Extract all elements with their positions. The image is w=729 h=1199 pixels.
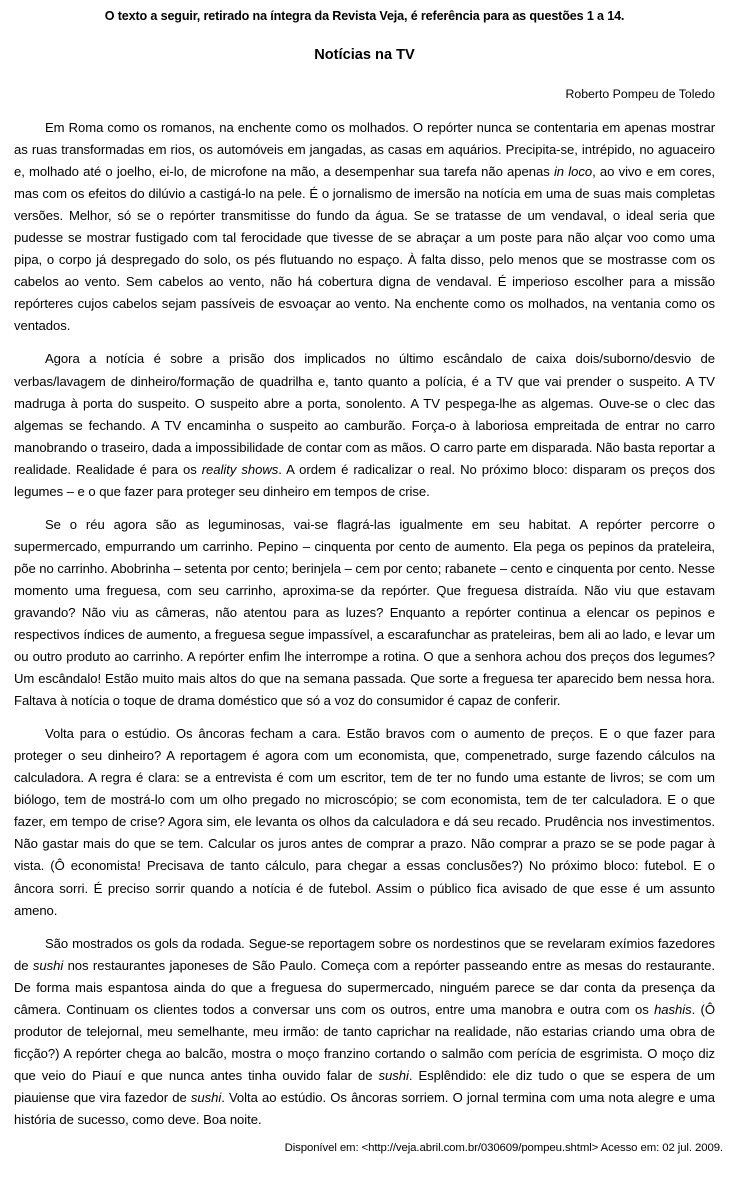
paragraph-p1 [14,117,715,337]
italic-term: sushi [32,957,64,973]
italic-term: hashis [654,1001,692,1017]
italic-term: reality shows [201,461,279,477]
paragraph-p2 [14,348,715,502]
italic-term: sushi [190,1089,222,1105]
italic-term: in loco [553,164,593,180]
source-citation: Disponível em: <http://veja.abril.com.br/030609/pompeu.shtml> Acesso em: 02 jul. 2009. [284,1142,723,1155]
instruction-line: O texto a seguir, retirado na íntegra da Revista Veja, é referência para as questões 1 a 14. [104,9,625,23]
text-run: Agora a notícia é sobre a prisão dos implicados no último escândalo de caixa dois/suborno/desvio de verbas/lavagem de dinheiro/formação de quadrilha e, tanto quanto a polícia, é a TV que vai prender o suspeito. A TV madruga à porta do suspeito. O suspeito abre a porta, sonolento. A TV pespega-lhe as algemas. Ouve-se o clec das algemas se fechando. A TV encaminha o suspeito ao camburão. Força-o à laboriosa empreitada de entrar no carro manobrando o traseiro, dada a impossibilidade de contar com as mãos. O carro parte em disparada. Não basta reportar a realidade. Realidade é para os [14,351,715,477]
text-run: , ao vivo e em cores, mas com os efeitos do dilúvio a castigá-lo na pele. É o jornalismo de imersão na notícia em uma de suas mais completas versões. Melhor, só se o repórter transmitisse do fundo da água. Se se tratasse de um vendaval, o ideal seria que pudesse se mostrar fustigado com tal ferocidade que tivesse de se abraçar a um poste para não alçar voo como uma pipa, o corpo já despregado do solo, os pés flutuando no espaço. À falta disso, pelo menos que se mostrasse com os cabelos ao vento. Sem cabelos ao vento, não há cobertura digna de vendaval. É imperioso escolher para a missão repórteres cujos cabelos sejam passíveis de esvoaçar ao vento. Na enchente como os molhados, na ventania como os ventados. [14,164,715,334]
text-run: . Volta ao estúdio. Os âncoras sorriem. O jornal termina com uma nota alegre e uma história de sucesso, como deve. Boa noite. [14,1089,715,1127]
text-run: . Esplêndido: ele diz tudo o que se espera de um piauiense que vira fazedor de [14,1067,715,1105]
text-run: São mostrados os gols da rodada. Segue-se reportagem sobre os nordestinos que se revelaram exímios fazedores de [14,935,715,973]
paragraph-p3 [14,514,715,712]
text-run: nos restaurantes japoneses de São Paulo. Começa com a repórter passeando entre as mesas do restaurante. De forma mais espantosa ainda do que a freguesa do supermercado, ninguém parece se dar conta da presença da câmera. Continuam os clientes todos a conversar uns com os outros, entre uma manobra e outra com os [14,957,715,1017]
text-run: . A ordem é radicalizar o real. No próximo bloco: disparam os preços dos legumes – e o que fazer para proteger seu dinheiro em tempos de crise. [14,461,716,499]
text-run: Se o réu agora são as leguminosas, vai-se flagrá-las igualmente em seu habitat. A repórter percorre o supermercado, empurrando um carrinho. Pepino – cinquenta por cento de aumento. Ela pega os pepinos da prateleira, põe no carrinho. Abobrinha – setenta por cento; berinjela – cem por cento; rabanete – cento e cinquenta por cento. Nesse momento uma freguesa, com seu carrinho, aproxima-se da repórter. Que freguesa distraída. Não viu que estavam gravando? Não viu as câmeras, não atentou para as luzes? Enquanto a repórter continua a elencar os pepinos e respectivos índices de aumento, a freguesa segue impassível, a escarafunchar as prateleiras, bem ali ao lado, e levar um ou outro produto ao carrinho. A repórter enfim lhe interrompe a rotina. O que a senhora achou dos preços dos legumes? Um escândalo! Estão muito mais altos do que na semana passada. Que sorte a freguesa ter aparecido bem nessa hora. Faltava à notícia o toque de drama doméstico que só a voz do consumidor é capaz de conferir. [14,516,715,709]
text-run: Em Roma como os romanos, na enchente como os molhados. O repórter nunca se contentaria em apenas mostrar as ruas transformadas em rios, os automóveis em jangadas, as casas em aquários. Precipita-se, intrépido, no aguaceiro e, molhado até o joelho, ei-lo, de microfone na mão, a desempenhar sua tarefa não apenas [14,119,715,180]
text-run: Volta para o estúdio. Os âncoras fecham a cara. Estão bravos com o aumento de preços. E o que fazer para proteger o seu dinheiro? A reportagem é agora com um economista, que, compenetrado, surge fazendo cálculos na calculadora. A regra é clara: se a entrevista é com um escritor, tem de ter no fundo uma estante de livros; se com um biólogo, tem de mostrá-lo com um olho pregado no microscópio; se com economista, tem de ter calculadora. E o que fazer, em tempo de crise? Agora sim, ele levanta os olhos da calculadora e dá seu recado. Prudência nos investimentos. Não gastar mais do que se tem. Calcular os juros antes de comprar a prazo. Não comprar a prazo se se pode pagar à vista. (Ô economista! Precisava de tanto cálculo, para chegar a essas conclusões?) No próximo bloco: futebol. E o âncora sorri. É preciso sorrir quando a notícia é de futebol. Assim o público fica avisado de que esse é um assunto ameno. [14,726,715,918]
text-run: . (Ô produtor de telejornal, meu semelhante, meu irmão: de tanto caprichar na realidade, não estarias criando uma obra de ficção?) A repórter chega ao balcão, mostra o moço franzino cortando o salmão com perícia de esgrimista. O moço diz que veio do Piauí e que nunca antes tinha ouvido falar de [14,1001,715,1083]
italic-term: sushi [378,1067,409,1083]
page-title: Notícias na TV [314,46,415,63]
paragraph-p5 [14,933,715,1131]
author-byline: Roberto Pompeu de Toledo [565,87,715,102]
paragraph-p4 [14,723,715,921]
article-body [0,117,729,1131]
